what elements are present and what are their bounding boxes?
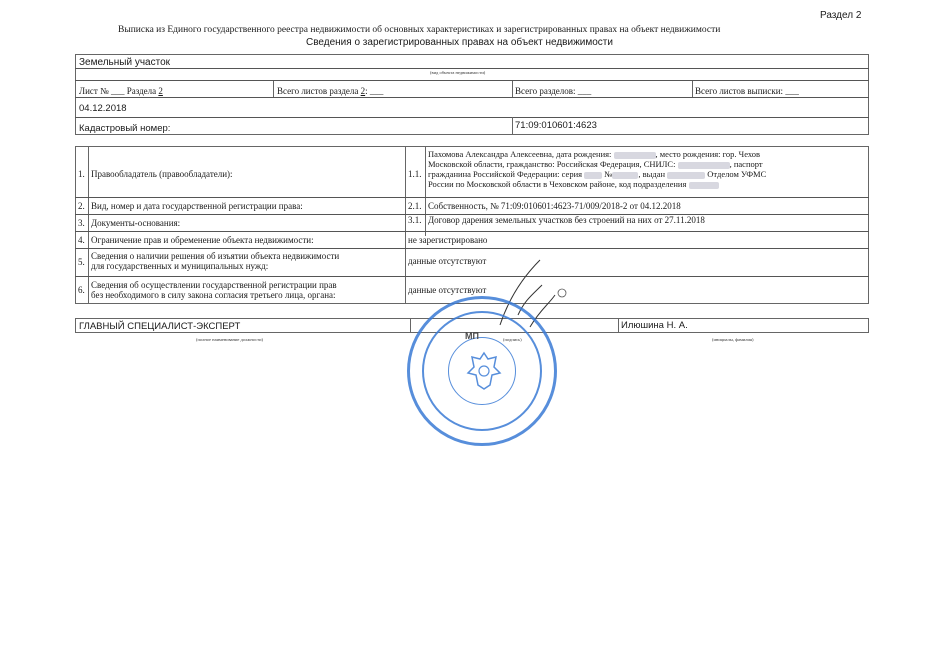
- row-3-label: Документы-основания:: [91, 218, 181, 228]
- signer-name: Илюшина Н. А.: [621, 320, 688, 331]
- row-2-sub: 2.1.: [408, 201, 422, 211]
- row-1-label: Правообладатель (правообладатели):: [91, 169, 233, 179]
- extract-date: 04.12.2018: [79, 103, 127, 114]
- row-3-value: Договор дарения земельных участков без строений на них от 27.11.2018: [428, 215, 705, 225]
- signature-caption: (подпись): [503, 337, 522, 342]
- object-type-caption: (вид объекта недвижимости): [430, 70, 486, 75]
- row-6-label: Сведения об осуществлении государственной регистрации прав без необходимого в силу закона согласия третьего лица, органа:: [91, 280, 337, 300]
- row-4-num: 4.: [78, 235, 85, 245]
- official-stamp-icon: [407, 296, 557, 446]
- redacted-snils: [678, 162, 730, 169]
- row-1-num: 1.: [78, 169, 85, 179]
- row-2-value: Собственность, № 71:09:010601:4623-71/009/2018-2 от 04.12.2018: [428, 201, 681, 211]
- cadastral-number: 71:09:010601:4623: [515, 120, 597, 131]
- document-subtitle: Сведения о зарегистрированных правах на объект недвижимости: [306, 37, 613, 48]
- row-5-label: Сведения о наличии решения об изъятии объекта недвижимости для государственных и муниципальных нужд:: [91, 251, 340, 271]
- redacted-issue-date: [667, 172, 705, 179]
- total-extract-sheets: Всего листов выписки: ___: [695, 86, 799, 96]
- row-2-num: 2.: [78, 201, 85, 211]
- redacted-birthdate: [614, 152, 656, 159]
- row-6-value: данные отсутствуют: [408, 285, 487, 295]
- total-sheets-section: Всего листов раздела 2: ___: [277, 86, 384, 96]
- total-sections: Всего разделов: ___: [515, 86, 592, 96]
- sheet-info: Лист № ___ Раздела 2: [79, 86, 163, 96]
- redacted-passport-series: [584, 172, 602, 179]
- row-4-label: Ограничение прав и обременение объекта недвижимости:: [91, 235, 314, 245]
- signer-position: ГЛАВНЫЙ СПЕЦИАЛИСТ-ЭКСПЕРТ: [79, 321, 241, 332]
- row-4-value: не зарегистрировано: [408, 235, 488, 245]
- row-3-num: 3.: [78, 218, 85, 228]
- stamp-mp-label: МП: [465, 331, 479, 341]
- row-2-label: Вид, номер и дата государственной регистрации права:: [91, 201, 303, 211]
- cadastral-label: Кадастровый номер:: [79, 123, 171, 134]
- document-title: Выписка из Единого государственного реестра недвижимости об основных характеристиках и зарегистрированных правах на объект недвижимости: [118, 25, 721, 35]
- row-3-sub: 3.1.: [408, 215, 422, 225]
- position-caption: (полное наименование должности): [196, 337, 263, 342]
- redacted-division-code: [689, 182, 719, 189]
- name-caption: (инициалы, фамилия): [712, 337, 754, 342]
- coat-of-arms-icon: [464, 349, 504, 393]
- row-1-value: Пахомова Александра Алексеевна, дата рождения: , место рождения: гор. Чехов Московской области, гражданство: Российская Федерация, СНИЛС: , паспорт гражданина Российской Федерации: серия № , выдан Отделом УФМС России по Московской области в Чеховском районе, код подразделения: [428, 149, 767, 189]
- row-6-num: 6.: [78, 285, 85, 295]
- row-5-value: данные отсутствуют: [408, 256, 487, 266]
- redacted-passport-number: [612, 172, 638, 179]
- row-1-sub: 1.1.: [408, 169, 422, 179]
- section-label: Раздел 2: [820, 10, 862, 21]
- object-type-value: Земельный участок: [79, 57, 171, 68]
- row-5-num: 5.: [78, 257, 85, 267]
